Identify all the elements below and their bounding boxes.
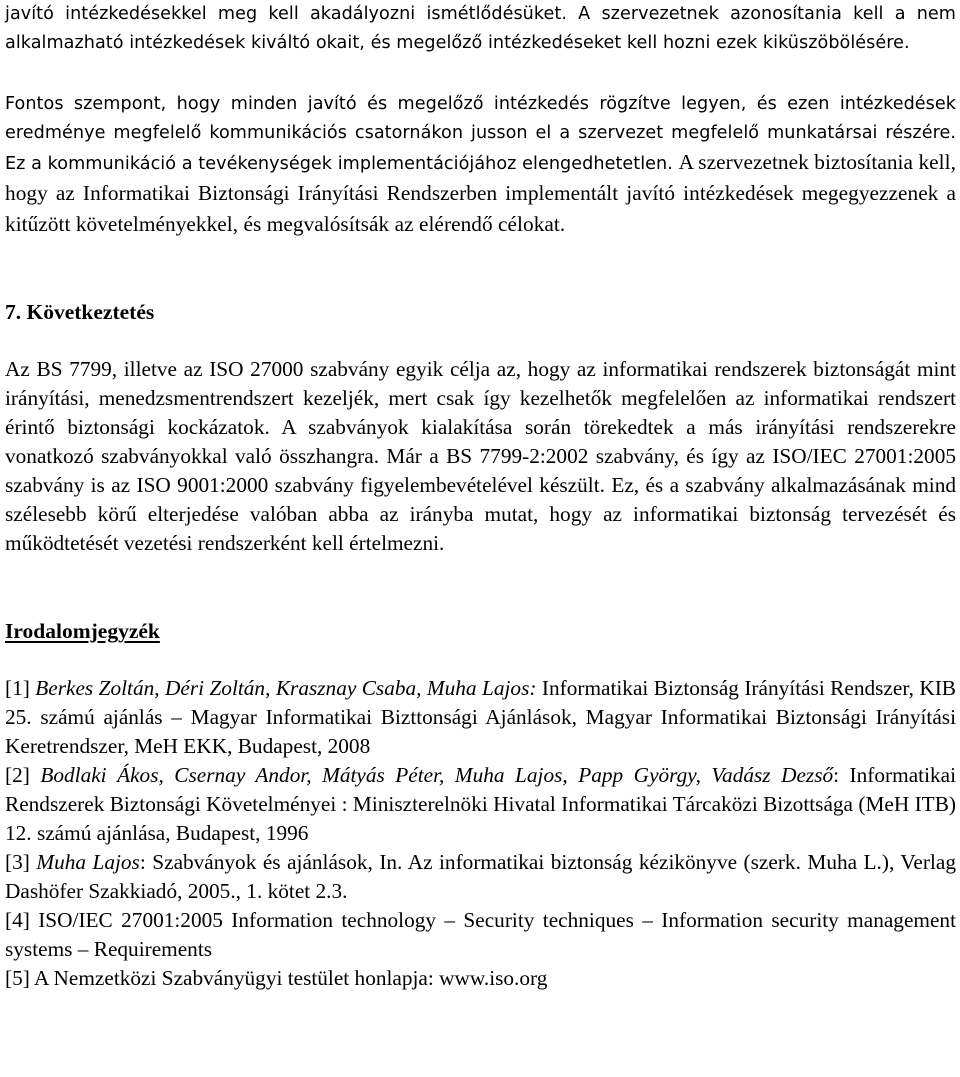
reference-authors: Berkes Zoltán, Déri Zoltán, Krasznay Csaba, Muha Lajos: bbox=[35, 676, 537, 700]
reference-text: : Informatikai Rendszerek Biztonsági Követelményei : Miniszterelnöki Hivatal Informatikai Tárcaközi Bizottsága (MeH ITB) 12. számú ajánlása, Budapest, 1996 bbox=[5, 763, 956, 845]
paragraph-communication bbox=[5, 90, 956, 241]
reference-item bbox=[5, 906, 956, 964]
paragraph-communication-serif: A szervezetnek biztosítania kell, hogy az Informatikai Biztonsági Irányítási Rendszerben implementált javító intézkedések megegyezzenek a kitűzött követelményekkel, és megvalósítsák az elérendő célokat. bbox=[5, 150, 956, 236]
reference-item bbox=[5, 964, 956, 993]
reference-authors: Bodlaki Ákos, Csernay Andor, Mátyás Péter, Muha Lajos, Papp György, Vadász Dezső bbox=[40, 763, 834, 787]
reference-number: [5] bbox=[5, 966, 34, 990]
reference-item bbox=[5, 674, 956, 761]
reference-text: ISO/IEC 27001:2005 Information technology – Security techniques – Information security management systems – Requirements bbox=[5, 908, 956, 961]
reference-text: Informatikai Biztonság Irányítási Rendszer, KIB 25. számú ajánlás – Magyar Informatikai Bizttonsági Ajánlások, Magyar Informatikai Biztonsági Irányítási Keretrendszer, MeH EKK, Budapest, 2008 bbox=[5, 676, 956, 758]
reference-item bbox=[5, 848, 956, 906]
reference-number: [4] bbox=[5, 908, 39, 932]
reference-number: [1] bbox=[5, 676, 36, 700]
reference-number: [2] bbox=[5, 763, 41, 787]
paragraph-communication-sans: Fontos szempont, hogy minden javító és megelőző intézkedés rögzítve legyen, és ezen intézkedések eredménye megfelelő kommunikációs csatornákon jusson el a szervezet megfelelő munkatársai részére. Ez a kommunikáció a tevékenységek implementációjához elengedhetetlen. bbox=[5, 94, 956, 174]
reference-item bbox=[5, 761, 956, 848]
paragraph-intro: javító intézkedésekkel meg kell akadályozni ismétlődésüket. A szervezetnek azonosítania kell a nem alkalmazható intézkedések kiváltó okait, és megelőző intézkedéseket kell hozni ezek kiküszöbölésére. bbox=[5, 4, 956, 53]
paragraph-conclusion: Az BS 7799, illetve az ISO 27000 szabvány egyik célja az, hogy az informatikai rendszerek biztonságát mint irányítási, menedzsmentrendszert kezeljék, mert csak így kezelhetők megfelelően az informatikai rendszert érintő biztonsági kockázatok. A szabványok kialakítása során törekedtek a más irányítási rendszerekre vonatkozó szabványokkal való összhangra. Már a BS 7799-2:2002 szabvány, és így az ISO/IEC 27001:2005 szabvány is az ISO 9001:2000 szabvány figyelembevételével készült. Ez, és a szabvány alkalmazásának mind szélesebb körű elterjedése valóban abba az irányba mutat, hogy az informatikai biztonság tervezését és működtetését vezetési rendszerként kell értelmezni. bbox=[5, 357, 956, 555]
reference-authors: Muha Lajos bbox=[36, 850, 140, 874]
reference-number: [3] bbox=[5, 850, 37, 874]
section-heading-conclusion: 7. Következtetés bbox=[5, 300, 155, 324]
reference-list bbox=[5, 674, 956, 993]
reference-text: A Nemzetközi Szabványügyi testület honlapja: www.iso.org bbox=[33, 966, 548, 990]
reference-text: : Szabványok és ajánlások, In. Az informatikai biztonság kézikönyve (szerk. Muha L.), Verlag Dashöfer Szakkiadó, 2005., 1. kötet 2.3. bbox=[5, 850, 956, 903]
bibliography-heading: Irodalomjegyzék bbox=[5, 619, 160, 643]
